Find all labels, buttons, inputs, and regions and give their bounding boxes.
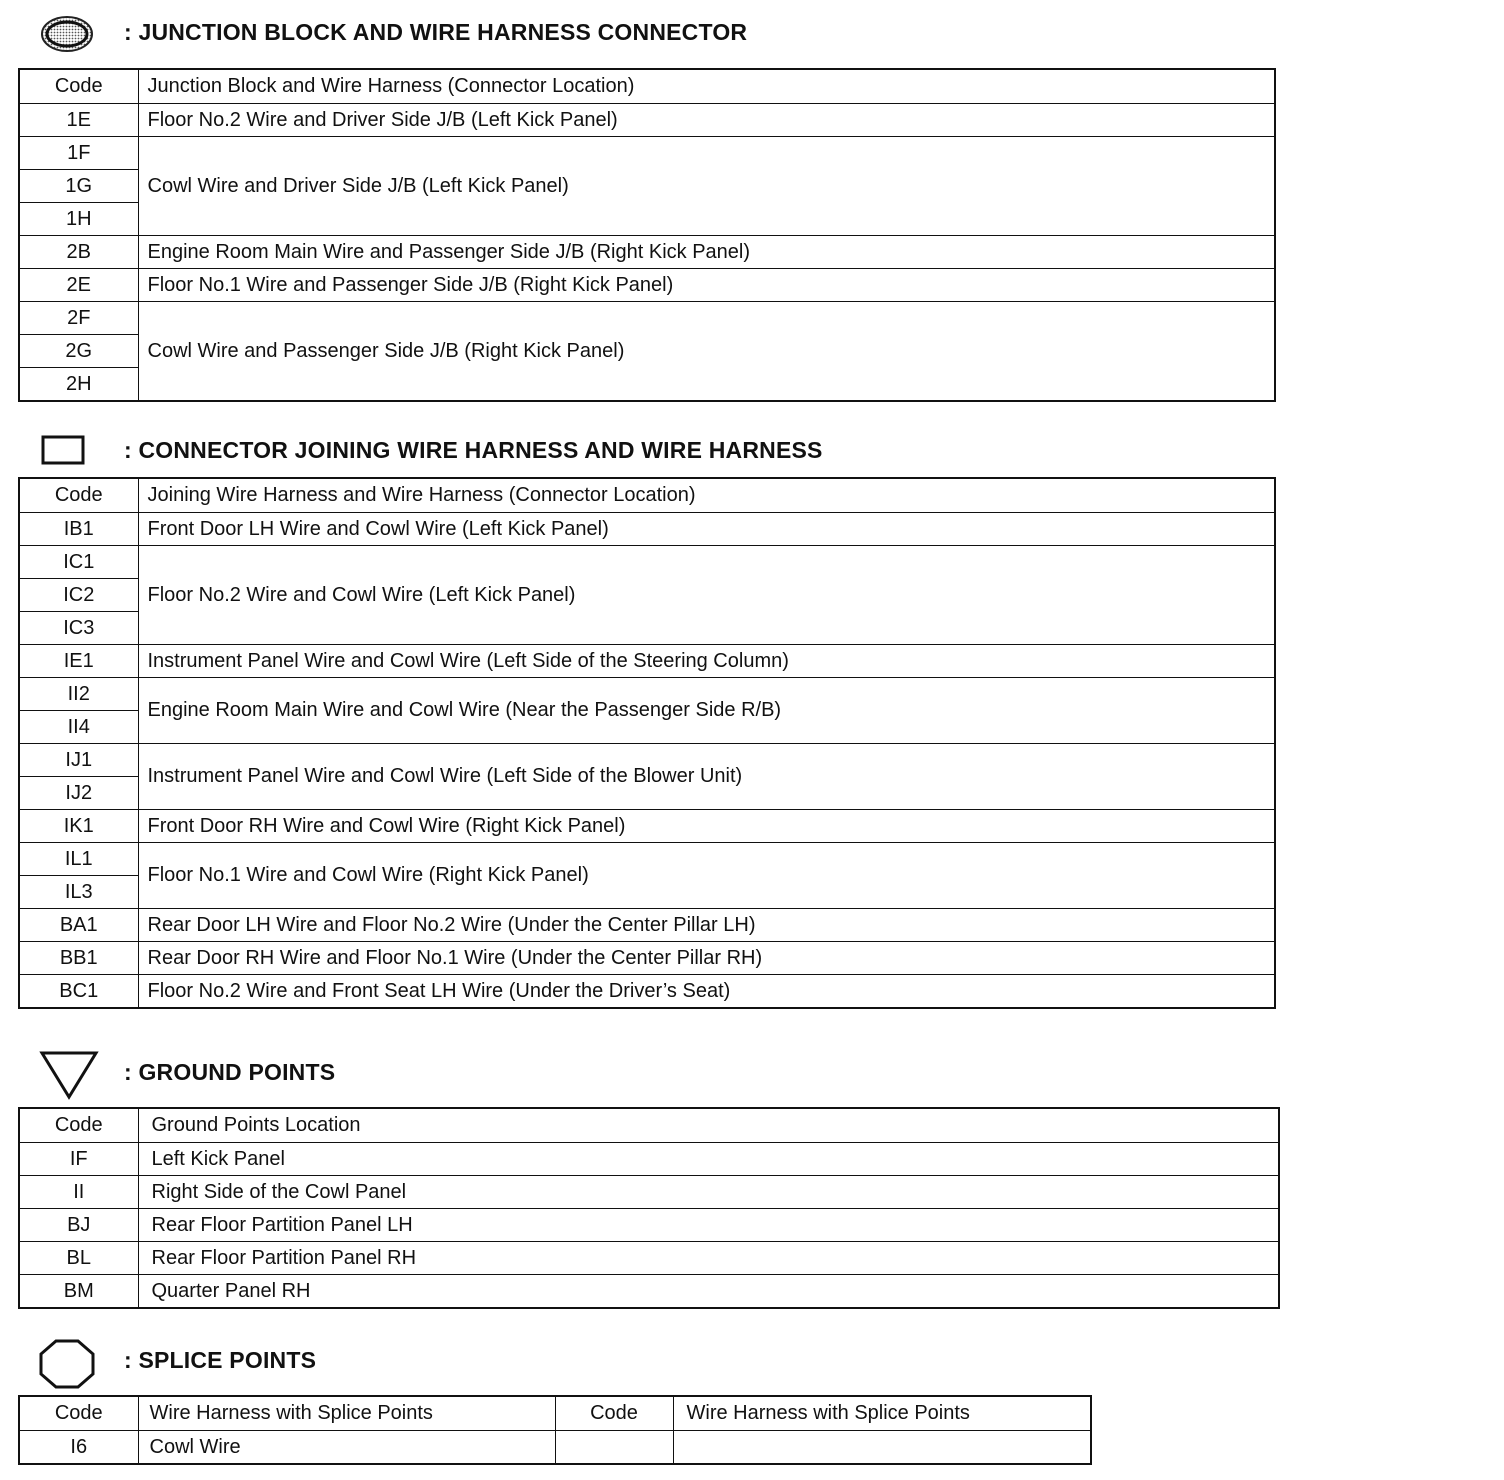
code-cell: IK1 bbox=[19, 810, 138, 843]
oval-shaded-icon bbox=[38, 13, 96, 60]
column-header-description: Junction Block and Wire Harness (Connector Location) bbox=[138, 69, 1275, 104]
description-cell: Floor No.2 Wire and Driver Side J/B (Left Kick Panel) bbox=[138, 104, 1275, 137]
column-header-wire-harness: Wire Harness with Splice Points bbox=[138, 1396, 555, 1431]
description-cell: Rear Door LH Wire and Floor No.2 Wire (Under the Center Pillar LH) bbox=[138, 909, 1275, 942]
section-title: : JUNCTION BLOCK AND WIRE HARNESS CONNECTOR bbox=[124, 19, 748, 45]
code-cell: IC3 bbox=[19, 612, 138, 645]
table-row bbox=[19, 513, 1275, 546]
column-header-code: Code bbox=[19, 1396, 138, 1431]
code-cell: BA1 bbox=[19, 909, 138, 942]
joining-section-heading bbox=[0, 428, 1000, 472]
joining-table bbox=[18, 477, 1276, 1009]
junction-table bbox=[18, 68, 1276, 402]
code-cell: 1H bbox=[19, 203, 138, 236]
column-header-code: Code bbox=[555, 1396, 673, 1431]
column-header-location: Ground Points Location bbox=[138, 1108, 1279, 1143]
code-cell: BM bbox=[19, 1275, 138, 1309]
location-cell: Quarter Panel RH bbox=[138, 1275, 1279, 1309]
code-cell: II bbox=[19, 1176, 138, 1209]
table-row bbox=[19, 744, 1275, 777]
description-cell: Engine Room Main Wire and Passenger Side J/B (Right Kick Panel) bbox=[138, 236, 1275, 269]
wire-harness-cell: Cowl Wire bbox=[138, 1431, 555, 1465]
table-row bbox=[19, 1176, 1279, 1209]
description-cell: Cowl Wire and Driver Side J/B (Left Kick Panel) bbox=[138, 137, 1275, 236]
code-cell: 2E bbox=[19, 269, 138, 302]
code-cell: I6 bbox=[19, 1431, 138, 1465]
description-cell: Floor No.1 Wire and Passenger Side J/B (Right Kick Panel) bbox=[138, 269, 1275, 302]
table-row bbox=[19, 104, 1275, 137]
table-row bbox=[19, 645, 1275, 678]
column-header-code: Code bbox=[19, 1108, 138, 1143]
description-cell: Floor No.2 Wire and Front Seat LH Wire (Under the Driver’s Seat) bbox=[138, 975, 1275, 1009]
table-row bbox=[19, 302, 1275, 335]
section-title: : CONNECTOR JOINING WIRE HARNESS AND WIRE HARNESS bbox=[124, 437, 823, 463]
code-cell: 1E bbox=[19, 104, 138, 137]
ground-section-heading bbox=[0, 1050, 1000, 1094]
description-cell: Front Door LH Wire and Cowl Wire (Left Kick Panel) bbox=[138, 513, 1275, 546]
description-cell: Instrument Panel Wire and Cowl Wire (Left Side of the Blower Unit) bbox=[138, 744, 1275, 810]
code-cell: IL3 bbox=[19, 876, 138, 909]
code-cell: 2G bbox=[19, 335, 138, 368]
description-cell: Instrument Panel Wire and Cowl Wire (Left Side of the Steering Column) bbox=[138, 645, 1275, 678]
table-row bbox=[19, 843, 1275, 876]
code-cell: 2F bbox=[19, 302, 138, 335]
code-cell: 1G bbox=[19, 170, 138, 203]
code-cell bbox=[555, 1431, 673, 1465]
table-row bbox=[19, 942, 1275, 975]
code-cell: IL1 bbox=[19, 843, 138, 876]
table-row bbox=[19, 1242, 1279, 1275]
section-title: : SPLICE POINTS bbox=[124, 1347, 317, 1373]
column-header-code: Code bbox=[19, 478, 138, 513]
location-cell: Rear Floor Partition Panel LH bbox=[138, 1209, 1279, 1242]
table-row bbox=[19, 810, 1275, 843]
location-cell: Right Side of the Cowl Panel bbox=[138, 1176, 1279, 1209]
rectangle-icon bbox=[40, 434, 88, 473]
code-cell: IB1 bbox=[19, 513, 138, 546]
description-cell: Rear Door RH Wire and Floor No.1 Wire (Under the Center Pillar RH) bbox=[138, 942, 1275, 975]
table-row bbox=[19, 137, 1275, 170]
code-cell: II2 bbox=[19, 678, 138, 711]
splice-section-heading bbox=[0, 1338, 1000, 1382]
code-cell: BJ bbox=[19, 1209, 138, 1242]
table-row bbox=[19, 546, 1275, 579]
column-header-description: Joining Wire Harness and Wire Harness (Connector Location) bbox=[138, 478, 1275, 513]
table-header-row bbox=[19, 1396, 1091, 1431]
description-cell: Cowl Wire and Passenger Side J/B (Right Kick Panel) bbox=[138, 302, 1275, 402]
code-cell: IC2 bbox=[19, 579, 138, 612]
code-cell: 2H bbox=[19, 368, 138, 402]
column-header-wire-harness: Wire Harness with Splice Points bbox=[673, 1396, 1091, 1431]
table-row bbox=[19, 1143, 1279, 1176]
octagon-icon bbox=[38, 1338, 96, 1395]
code-cell: 2B bbox=[19, 236, 138, 269]
table-row bbox=[19, 269, 1275, 302]
code-cell: IC1 bbox=[19, 546, 138, 579]
code-cell: IJ1 bbox=[19, 744, 138, 777]
splice-table bbox=[18, 1395, 1092, 1465]
section-title: : GROUND POINTS bbox=[124, 1059, 336, 1085]
code-cell: IF bbox=[19, 1143, 138, 1176]
description-cell: Front Door RH Wire and Cowl Wire (Right Kick Panel) bbox=[138, 810, 1275, 843]
location-cell: Left Kick Panel bbox=[138, 1143, 1279, 1176]
column-header-code: Code bbox=[19, 69, 138, 104]
location-cell: Rear Floor Partition Panel RH bbox=[138, 1242, 1279, 1275]
table-row bbox=[19, 678, 1275, 711]
code-cell: IE1 bbox=[19, 645, 138, 678]
code-cell: BC1 bbox=[19, 975, 138, 1009]
table-header-row bbox=[19, 1108, 1279, 1143]
code-cell: BB1 bbox=[19, 942, 138, 975]
table-row bbox=[19, 1431, 1091, 1465]
junction-section-heading bbox=[0, 10, 1000, 54]
table-header-row bbox=[19, 478, 1275, 513]
table-header-row bbox=[19, 69, 1275, 104]
description-cell: Engine Room Main Wire and Cowl Wire (Near the Passenger Side R/B) bbox=[138, 678, 1275, 744]
code-cell: IJ2 bbox=[19, 777, 138, 810]
table-row bbox=[19, 975, 1275, 1009]
code-cell: II4 bbox=[19, 711, 138, 744]
table-row bbox=[19, 1275, 1279, 1309]
description-cell: Floor No.1 Wire and Cowl Wire (Right Kick Panel) bbox=[138, 843, 1275, 909]
triangle-down-icon bbox=[38, 1050, 100, 1105]
table-row bbox=[19, 236, 1275, 269]
table-row bbox=[19, 909, 1275, 942]
code-cell: BL bbox=[19, 1242, 138, 1275]
table-row bbox=[19, 1209, 1279, 1242]
description-cell: Floor No.2 Wire and Cowl Wire (Left Kick Panel) bbox=[138, 546, 1275, 645]
ground-table bbox=[18, 1107, 1280, 1309]
code-cell: 1F bbox=[19, 137, 138, 170]
wire-harness-cell bbox=[673, 1431, 1091, 1465]
